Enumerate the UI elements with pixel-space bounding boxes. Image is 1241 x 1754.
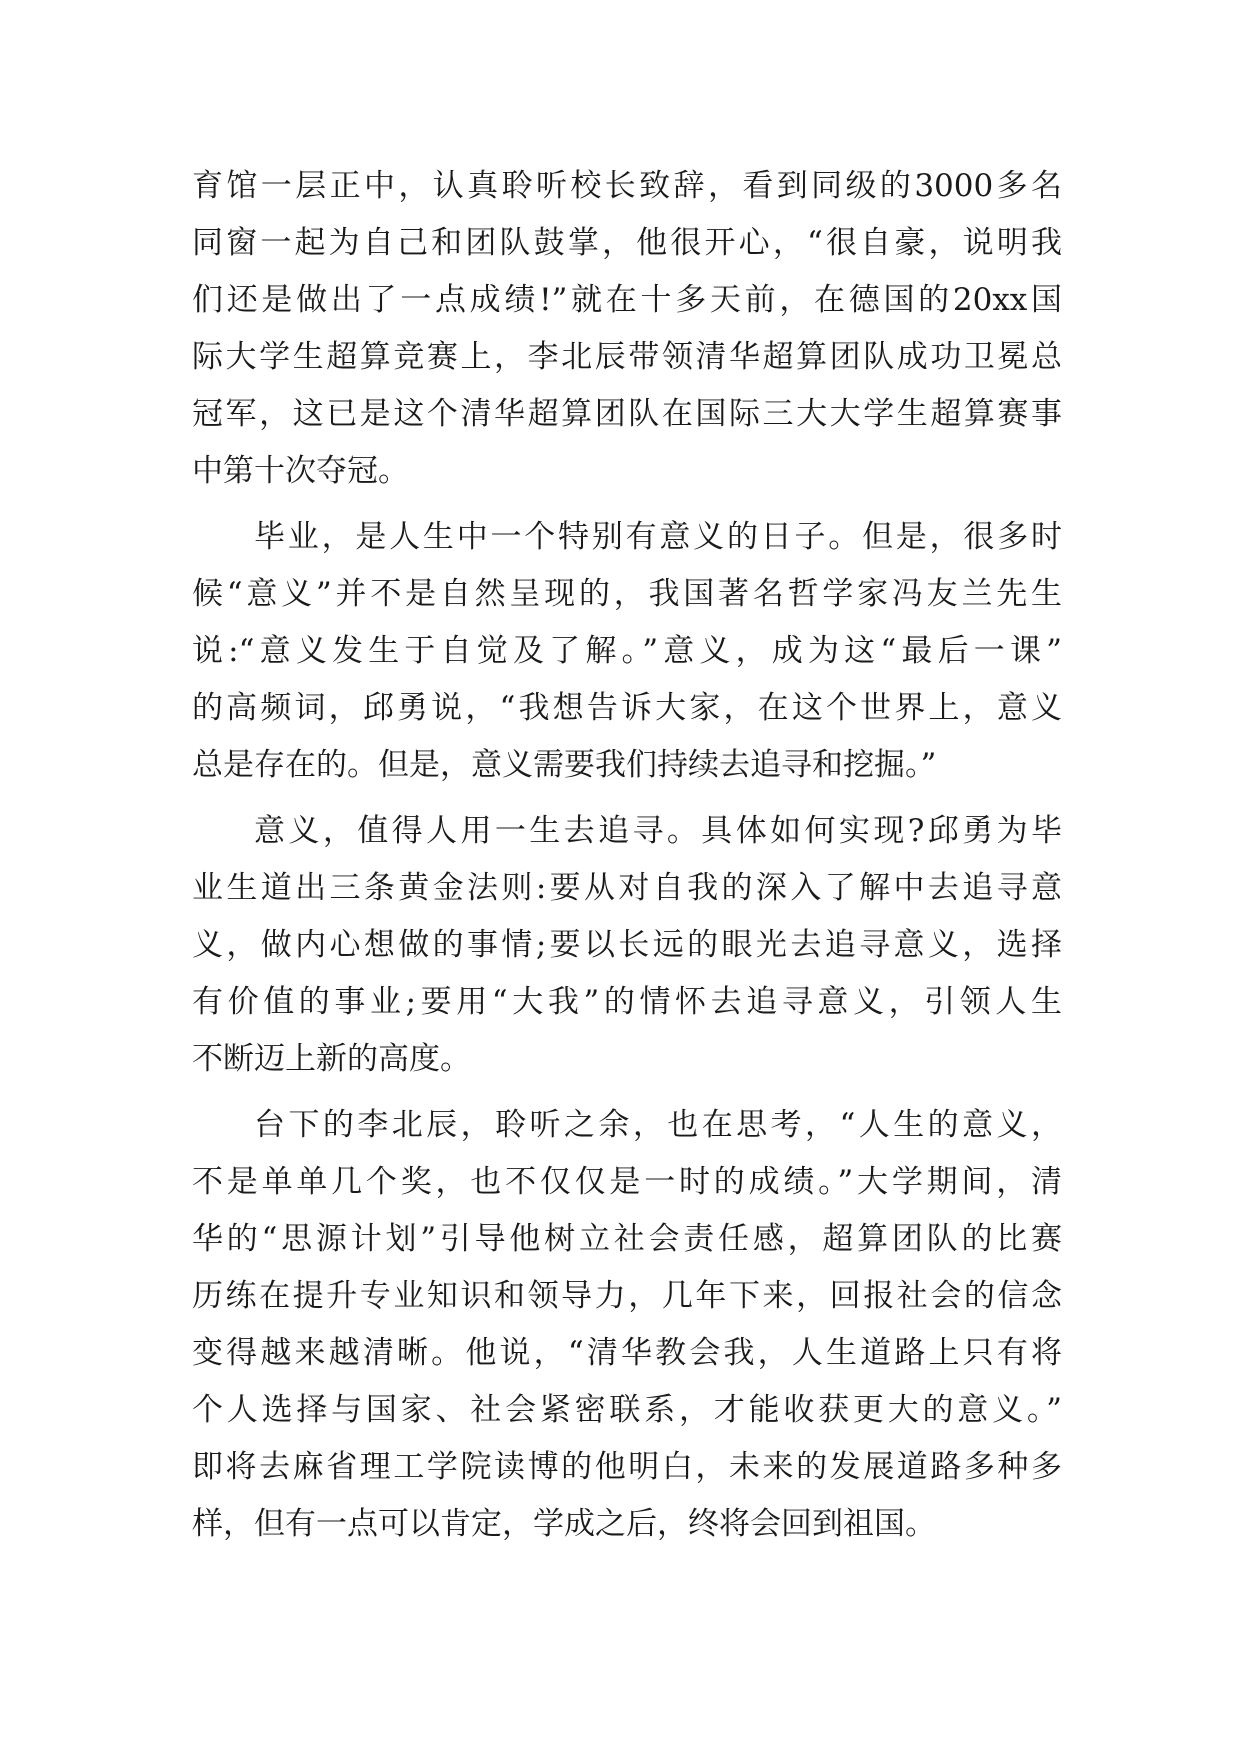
- paragraph-1-line-3: 们还是做出了一点成绩!”就在十多天前，在德国的20xx国: [192, 282, 1062, 318]
- paragraph-2-line-5: 总是存在的。但是，意义需要我们持续去追寻和挖掘。”: [192, 747, 937, 783]
- paragraph-3-line-3: 义，做内心想做的事情;要以长远的眼光去追寻意义，选择: [192, 927, 1062, 963]
- paragraph-1-line-2: 同窗一起为自己和团队鼓掌，他很开心，“很自豪，说明我: [192, 225, 1062, 261]
- paragraph-3-line-1: 意义，值得人用一生去追寻。具体如何实现?邱勇为毕: [254, 813, 1062, 849]
- paragraph-4-line-8: 样，但有一点可以肯定，学成之后，终将会回到祖国。: [192, 1506, 936, 1542]
- paragraph-4-line-7: 即将去麻省理工学院读博的他明白，未来的发展道路多种多: [192, 1449, 1062, 1485]
- paragraph-4-line-2: 不是单单几个奖，也不仅仅是一时的成绩。”大学期间，清: [192, 1164, 1062, 1200]
- paragraph-1-line-5: 冠军，这已是这个清华超算团队在国际三大大学生超算赛事: [192, 396, 1062, 432]
- paragraph-3-line-2: 业生道出三条黄金法则:要从对自我的深入了解中去追寻意: [192, 870, 1062, 906]
- paragraph-4-line-5: 变得越来越清晰。他说，“清华教会我，人生道路上只有将: [192, 1335, 1062, 1371]
- paragraph-spacer: [192, 794, 1062, 803]
- article-body: [192, 158, 1062, 1553]
- paragraph-3-line-5: 不断迈上新的高度。: [192, 1041, 471, 1077]
- paragraph-spacer: [192, 500, 1062, 509]
- paragraph-2-line-3: 说:“意义发生于自觉及了解。”意义，成为这“最后一课”: [192, 633, 1062, 669]
- paragraph-3-line-4: 有价值的事业;要用“大我”的情怀去追寻意义，引领人生: [192, 984, 1062, 1020]
- paragraph-4-line-1: 台下的李北辰，聆听之余，也在思考，“人生的意义，: [254, 1107, 1062, 1143]
- paragraph-2-line-4: 的高频词，邱勇说，“我想告诉大家，在这个世界上，意义: [192, 690, 1062, 726]
- paragraph-2-line-2: 候“意义”并不是自然呈现的，我国著名哲学家冯友兰先生: [192, 576, 1062, 612]
- paragraph-1-line-6: 中第十次夺冠。: [192, 453, 409, 489]
- paragraph-4-line-4: 历练在提升专业知识和领导力，几年下来，回报社会的信念: [192, 1278, 1062, 1314]
- paragraph-2-line-1: 毕业，是人生中一个特别有意义的日子。但是，很多时: [254, 519, 1062, 555]
- paragraph-spacer: [192, 1088, 1062, 1097]
- paragraph-4-line-3: 华的“思源计划”引导他树立社会责任感，超算团队的比赛: [192, 1221, 1062, 1257]
- paragraph-1-line-1: 育馆一层正中，认真聆听校长致辞，看到同级的3000多名: [192, 168, 1062, 204]
- paragraph-4-line-6: 个人选择与国家、社会紧密联系，才能收获更大的意义。”: [192, 1392, 1062, 1428]
- paragraph-1-line-4: 际大学生超算竞赛上，李北辰带领清华超算团队成功卫冕总: [192, 339, 1062, 375]
